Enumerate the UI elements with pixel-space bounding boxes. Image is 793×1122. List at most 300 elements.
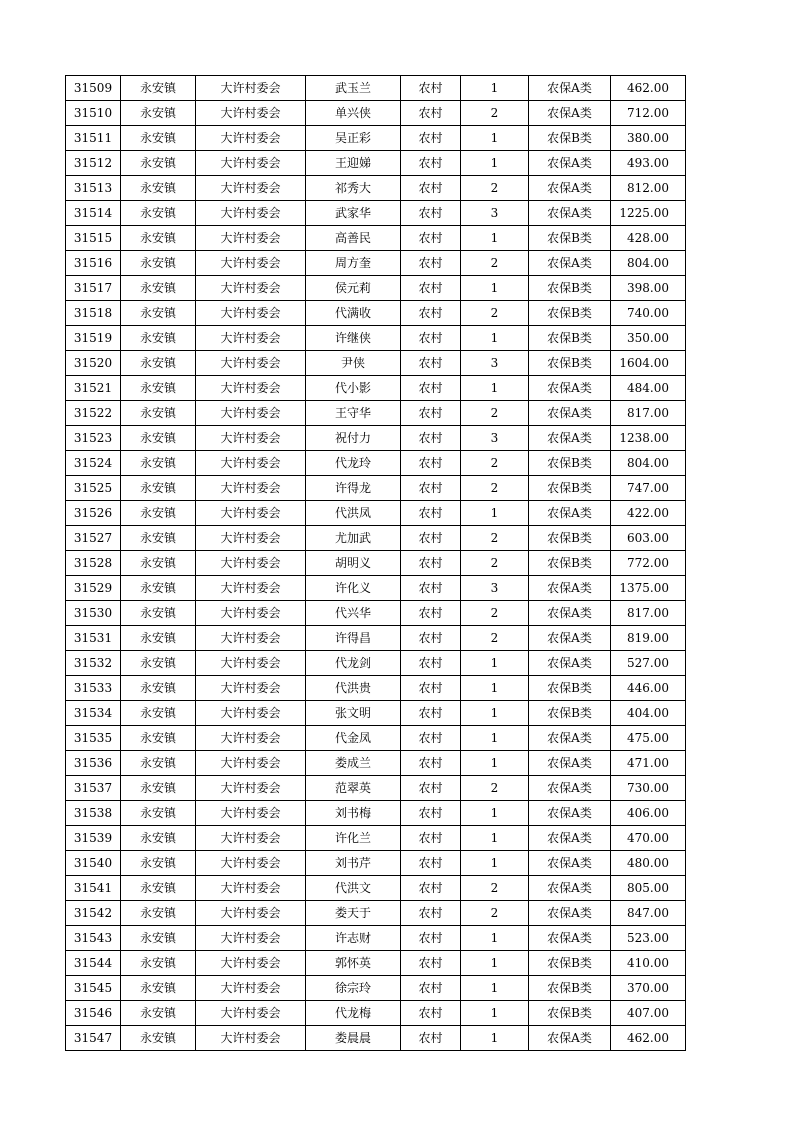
table-row [66,701,686,726]
table-row [66,201,686,226]
cell-count: 1 [461,501,529,526]
cell-area-type: 农村 [401,851,461,876]
table-row [66,151,686,176]
cell-name: 许得龙 [306,476,401,501]
cell-area-type: 农村 [401,251,461,276]
cell-category: 农保A类 [529,151,611,176]
cell-amount: 428.00 [611,226,686,251]
table-row [66,351,686,376]
cell-name: 代兴华 [306,601,401,626]
cell-amount: 398.00 [611,276,686,301]
cell-count: 2 [461,876,529,901]
cell-village: 大许村委会 [196,376,306,401]
cell-count: 2 [461,176,529,201]
cell-amount: 817.00 [611,401,686,426]
cell-amount: 740.00 [611,301,686,326]
cell-area-type: 农村 [401,926,461,951]
cell-area-type: 农村 [401,276,461,301]
cell-village: 大许村委会 [196,151,306,176]
cell-area-type: 农村 [401,876,461,901]
cell-count: 2 [461,551,529,576]
cell-category: 农保A类 [529,376,611,401]
cell-amount: 1604.00 [611,351,686,376]
cell-town: 永安镇 [121,251,196,276]
cell-id: 31536 [66,751,121,776]
cell-id: 31542 [66,901,121,926]
table-row [66,801,686,826]
cell-category: 农保B类 [529,276,611,301]
cell-name: 代龙剑 [306,651,401,676]
cell-name: 王迎娣 [306,151,401,176]
cell-category: 农保A类 [529,826,611,851]
cell-name: 吴正彩 [306,126,401,151]
table-row [66,951,686,976]
table-row [66,501,686,526]
cell-amount: 847.00 [611,901,686,926]
table-row [66,1026,686,1051]
cell-category: 农保A类 [529,901,611,926]
cell-town: 永安镇 [121,501,196,526]
cell-id: 31532 [66,651,121,676]
cell-id: 31517 [66,276,121,301]
cell-village: 大许村委会 [196,876,306,901]
cell-name: 刘书梅 [306,801,401,826]
cell-category: 农保A类 [529,601,611,626]
cell-category: 农保A类 [529,651,611,676]
cell-area-type: 农村 [401,501,461,526]
table-row [66,601,686,626]
cell-amount: 407.00 [611,1001,686,1026]
cell-id: 31515 [66,226,121,251]
table-row [66,251,686,276]
cell-area-type: 农村 [401,126,461,151]
cell-category: 农保B类 [529,526,611,551]
cell-count: 2 [461,251,529,276]
cell-category: 农保B类 [529,951,611,976]
cell-amount: 747.00 [611,476,686,501]
cell-count: 1 [461,276,529,301]
cell-town: 永安镇 [121,351,196,376]
cell-name: 张文明 [306,701,401,726]
cell-town: 永安镇 [121,226,196,251]
cell-id: 31509 [66,76,121,101]
table-row [66,376,686,401]
cell-amount: 462.00 [611,76,686,101]
cell-count: 1 [461,76,529,101]
cell-count: 1 [461,1001,529,1026]
cell-id: 31525 [66,476,121,501]
cell-name: 娄天于 [306,901,401,926]
cell-category: 农保A类 [529,751,611,776]
cell-category: 农保A类 [529,926,611,951]
cell-village: 大许村委会 [196,701,306,726]
cell-village: 大许村委会 [196,551,306,576]
cell-area-type: 农村 [401,1026,461,1051]
cell-name: 高善民 [306,226,401,251]
cell-name: 祁秀大 [306,176,401,201]
cell-count: 2 [461,476,529,501]
cell-category: 农保A类 [529,501,611,526]
table-row [66,676,686,701]
cell-category: 农保B类 [529,1001,611,1026]
cell-count: 2 [461,526,529,551]
cell-village: 大许村委会 [196,126,306,151]
cell-category: 农保A类 [529,401,611,426]
cell-name: 王守华 [306,401,401,426]
cell-amount: 812.00 [611,176,686,201]
table-row [66,401,686,426]
cell-village: 大许村委会 [196,601,306,626]
cell-count: 1 [461,326,529,351]
cell-id: 31514 [66,201,121,226]
cell-area-type: 农村 [401,901,461,926]
table-row [66,726,686,751]
cell-count: 2 [461,901,529,926]
table-body [66,76,686,1051]
cell-village: 大许村委会 [196,1001,306,1026]
cell-town: 永安镇 [121,426,196,451]
cell-id: 31519 [66,326,121,351]
cell-name: 代洪文 [306,876,401,901]
cell-amount: 804.00 [611,451,686,476]
cell-name: 武玉兰 [306,76,401,101]
cell-amount: 772.00 [611,551,686,576]
cell-village: 大许村委会 [196,201,306,226]
cell-village: 大许村委会 [196,326,306,351]
cell-name: 许化兰 [306,826,401,851]
cell-id: 31544 [66,951,121,976]
cell-name: 代小影 [306,376,401,401]
cell-area-type: 农村 [401,826,461,851]
cell-count: 2 [461,776,529,801]
cell-area-type: 农村 [401,401,461,426]
table-row [66,226,686,251]
cell-count: 1 [461,651,529,676]
cell-id: 31541 [66,876,121,901]
cell-id: 31533 [66,676,121,701]
cell-town: 永安镇 [121,276,196,301]
table-row [66,976,686,1001]
cell-id: 31534 [66,701,121,726]
cell-name: 许化义 [306,576,401,601]
cell-category: 农保A类 [529,76,611,101]
cell-amount: 370.00 [611,976,686,1001]
cell-area-type: 农村 [401,701,461,726]
cell-town: 永安镇 [121,776,196,801]
cell-amount: 422.00 [611,501,686,526]
cell-category: 农保A类 [529,801,611,826]
cell-id: 31537 [66,776,121,801]
cell-amount: 527.00 [611,651,686,676]
table-row [66,626,686,651]
cell-amount: 819.00 [611,626,686,651]
cell-village: 大许村委会 [196,576,306,601]
table-row [66,176,686,201]
cell-name: 许志财 [306,926,401,951]
cell-area-type: 农村 [401,151,461,176]
table-row [66,76,686,101]
cell-category: 农保B类 [529,976,611,1001]
cell-count: 1 [461,826,529,851]
cell-id: 31518 [66,301,121,326]
cell-count: 3 [461,426,529,451]
cell-village: 大许村委会 [196,76,306,101]
cell-id: 31528 [66,551,121,576]
cell-town: 永安镇 [121,101,196,126]
cell-count: 1 [461,226,529,251]
cell-category: 农保B类 [529,326,611,351]
cell-id: 31522 [66,401,121,426]
cell-category: 农保A类 [529,251,611,276]
table-row [66,576,686,601]
cell-village: 大许村委会 [196,476,306,501]
cell-village: 大许村委会 [196,401,306,426]
cell-count: 1 [461,726,529,751]
cell-town: 永安镇 [121,626,196,651]
cell-area-type: 农村 [401,476,461,501]
table-row [66,301,686,326]
cell-area-type: 农村 [401,326,461,351]
cell-count: 1 [461,851,529,876]
cell-village: 大许村委会 [196,501,306,526]
cell-amount: 470.00 [611,826,686,851]
cell-name: 代满收 [306,301,401,326]
cell-area-type: 农村 [401,451,461,476]
cell-village: 大许村委会 [196,826,306,851]
cell-town: 永安镇 [121,476,196,501]
cell-id: 31524 [66,451,121,476]
cell-amount: 350.00 [611,326,686,351]
cell-area-type: 农村 [401,801,461,826]
table-row [66,1001,686,1026]
cell-area-type: 农村 [401,626,461,651]
cell-amount: 406.00 [611,801,686,826]
cell-village: 大许村委会 [196,726,306,751]
cell-area-type: 农村 [401,601,461,626]
cell-village: 大许村委会 [196,251,306,276]
cell-name: 许得昌 [306,626,401,651]
cell-village: 大许村委会 [196,801,306,826]
table-row [66,826,686,851]
cell-category: 农保B类 [529,301,611,326]
cell-area-type: 农村 [401,301,461,326]
cell-village: 大许村委会 [196,226,306,251]
cell-id: 31540 [66,851,121,876]
cell-amount: 712.00 [611,101,686,126]
cell-category: 农保A类 [529,876,611,901]
cell-town: 永安镇 [121,976,196,1001]
cell-amount: 471.00 [611,751,686,776]
cell-id: 31521 [66,376,121,401]
cell-town: 永安镇 [121,751,196,776]
cell-town: 永安镇 [121,701,196,726]
cell-village: 大许村委会 [196,176,306,201]
cell-id: 31513 [66,176,121,201]
cell-amount: 475.00 [611,726,686,751]
cell-count: 2 [461,101,529,126]
cell-id: 31543 [66,926,121,951]
cell-amount: 380.00 [611,126,686,151]
cell-town: 永安镇 [121,1001,196,1026]
cell-town: 永安镇 [121,576,196,601]
cell-name: 娄成兰 [306,751,401,776]
cell-village: 大许村委会 [196,926,306,951]
cell-town: 永安镇 [121,451,196,476]
cell-count: 3 [461,351,529,376]
cell-name: 代洪贵 [306,676,401,701]
table-row [66,926,686,951]
cell-category: 农保A类 [529,726,611,751]
cell-village: 大许村委会 [196,951,306,976]
cell-category: 农保A类 [529,201,611,226]
cell-amount: 462.00 [611,1026,686,1051]
cell-name: 尤加武 [306,526,401,551]
cell-amount: 1225.00 [611,201,686,226]
cell-area-type: 农村 [401,951,461,976]
cell-village: 大许村委会 [196,651,306,676]
cell-id: 31520 [66,351,121,376]
cell-name: 许继侠 [306,326,401,351]
table-row [66,126,686,151]
cell-area-type: 农村 [401,751,461,776]
cell-village: 大许村委会 [196,451,306,476]
cell-count: 1 [461,801,529,826]
cell-area-type: 农村 [401,226,461,251]
cell-category: 农保B类 [529,551,611,576]
table-row [66,901,686,926]
cell-id: 31531 [66,626,121,651]
cell-count: 1 [461,376,529,401]
cell-count: 1 [461,676,529,701]
cell-id: 31545 [66,976,121,1001]
table-row [66,451,686,476]
cell-area-type: 农村 [401,426,461,451]
cell-town: 永安镇 [121,951,196,976]
cell-id: 31538 [66,801,121,826]
table-row [66,876,686,901]
cell-count: 2 [461,451,529,476]
cell-id: 31523 [66,426,121,451]
cell-town: 永安镇 [121,201,196,226]
cell-area-type: 农村 [401,976,461,1001]
cell-town: 永安镇 [121,876,196,901]
cell-count: 1 [461,1026,529,1051]
cell-area-type: 农村 [401,76,461,101]
cell-amount: 805.00 [611,876,686,901]
cell-count: 1 [461,151,529,176]
cell-town: 永安镇 [121,826,196,851]
cell-count: 3 [461,576,529,601]
cell-area-type: 农村 [401,1001,461,1026]
cell-category: 农保A类 [529,776,611,801]
cell-name: 娄晨晨 [306,1026,401,1051]
cell-village: 大许村委会 [196,526,306,551]
cell-town: 永安镇 [121,676,196,701]
cell-count: 1 [461,126,529,151]
cell-name: 侯元莉 [306,276,401,301]
cell-area-type: 农村 [401,726,461,751]
cell-amount: 446.00 [611,676,686,701]
cell-category: 农保A类 [529,176,611,201]
table-row [66,851,686,876]
cell-amount: 523.00 [611,926,686,951]
cell-village: 大许村委会 [196,1026,306,1051]
cell-name: 刘书芹 [306,851,401,876]
cell-town: 永安镇 [121,326,196,351]
table-row [66,101,686,126]
table-row [66,651,686,676]
cell-town: 永安镇 [121,526,196,551]
cell-category: 农保A类 [529,576,611,601]
cell-category: 农保B类 [529,226,611,251]
cell-id: 31535 [66,726,121,751]
cell-count: 1 [461,751,529,776]
cell-category: 农保B类 [529,126,611,151]
cell-name: 尹侠 [306,351,401,376]
cell-town: 永安镇 [121,126,196,151]
cell-area-type: 农村 [401,651,461,676]
cell-village: 大许村委会 [196,276,306,301]
cell-town: 永安镇 [121,151,196,176]
table-row [66,276,686,301]
cell-count: 1 [461,976,529,1001]
table-row [66,776,686,801]
cell-id: 31511 [66,126,121,151]
cell-town: 永安镇 [121,651,196,676]
cell-category: 农保A类 [529,426,611,451]
cell-area-type: 农村 [401,551,461,576]
cell-name: 代龙玲 [306,451,401,476]
cell-town: 永安镇 [121,376,196,401]
cell-name: 周方奎 [306,251,401,276]
cell-name: 代金凤 [306,726,401,751]
cell-count: 2 [461,601,529,626]
cell-town: 永安镇 [121,601,196,626]
cell-amount: 484.00 [611,376,686,401]
table-row [66,551,686,576]
table-row [66,526,686,551]
pension-table [65,75,686,1051]
cell-id: 31516 [66,251,121,276]
cell-amount: 480.00 [611,851,686,876]
cell-category: 农保B类 [529,701,611,726]
cell-category: 农保B类 [529,351,611,376]
cell-count: 2 [461,626,529,651]
cell-count: 1 [461,926,529,951]
cell-count: 2 [461,401,529,426]
cell-category: 农保A类 [529,101,611,126]
cell-id: 31547 [66,1026,121,1051]
cell-area-type: 农村 [401,201,461,226]
cell-id: 31539 [66,826,121,851]
cell-area-type: 农村 [401,101,461,126]
cell-name: 代龙梅 [306,1001,401,1026]
cell-amount: 817.00 [611,601,686,626]
cell-amount: 404.00 [611,701,686,726]
cell-town: 永安镇 [121,76,196,101]
table-row [66,476,686,501]
cell-count: 3 [461,201,529,226]
cell-town: 永安镇 [121,801,196,826]
cell-town: 永安镇 [121,726,196,751]
cell-town: 永安镇 [121,301,196,326]
cell-town: 永安镇 [121,1026,196,1051]
cell-name: 祝付力 [306,426,401,451]
cell-area-type: 农村 [401,576,461,601]
cell-name: 郭怀英 [306,951,401,976]
cell-amount: 493.00 [611,151,686,176]
cell-name: 范翠英 [306,776,401,801]
